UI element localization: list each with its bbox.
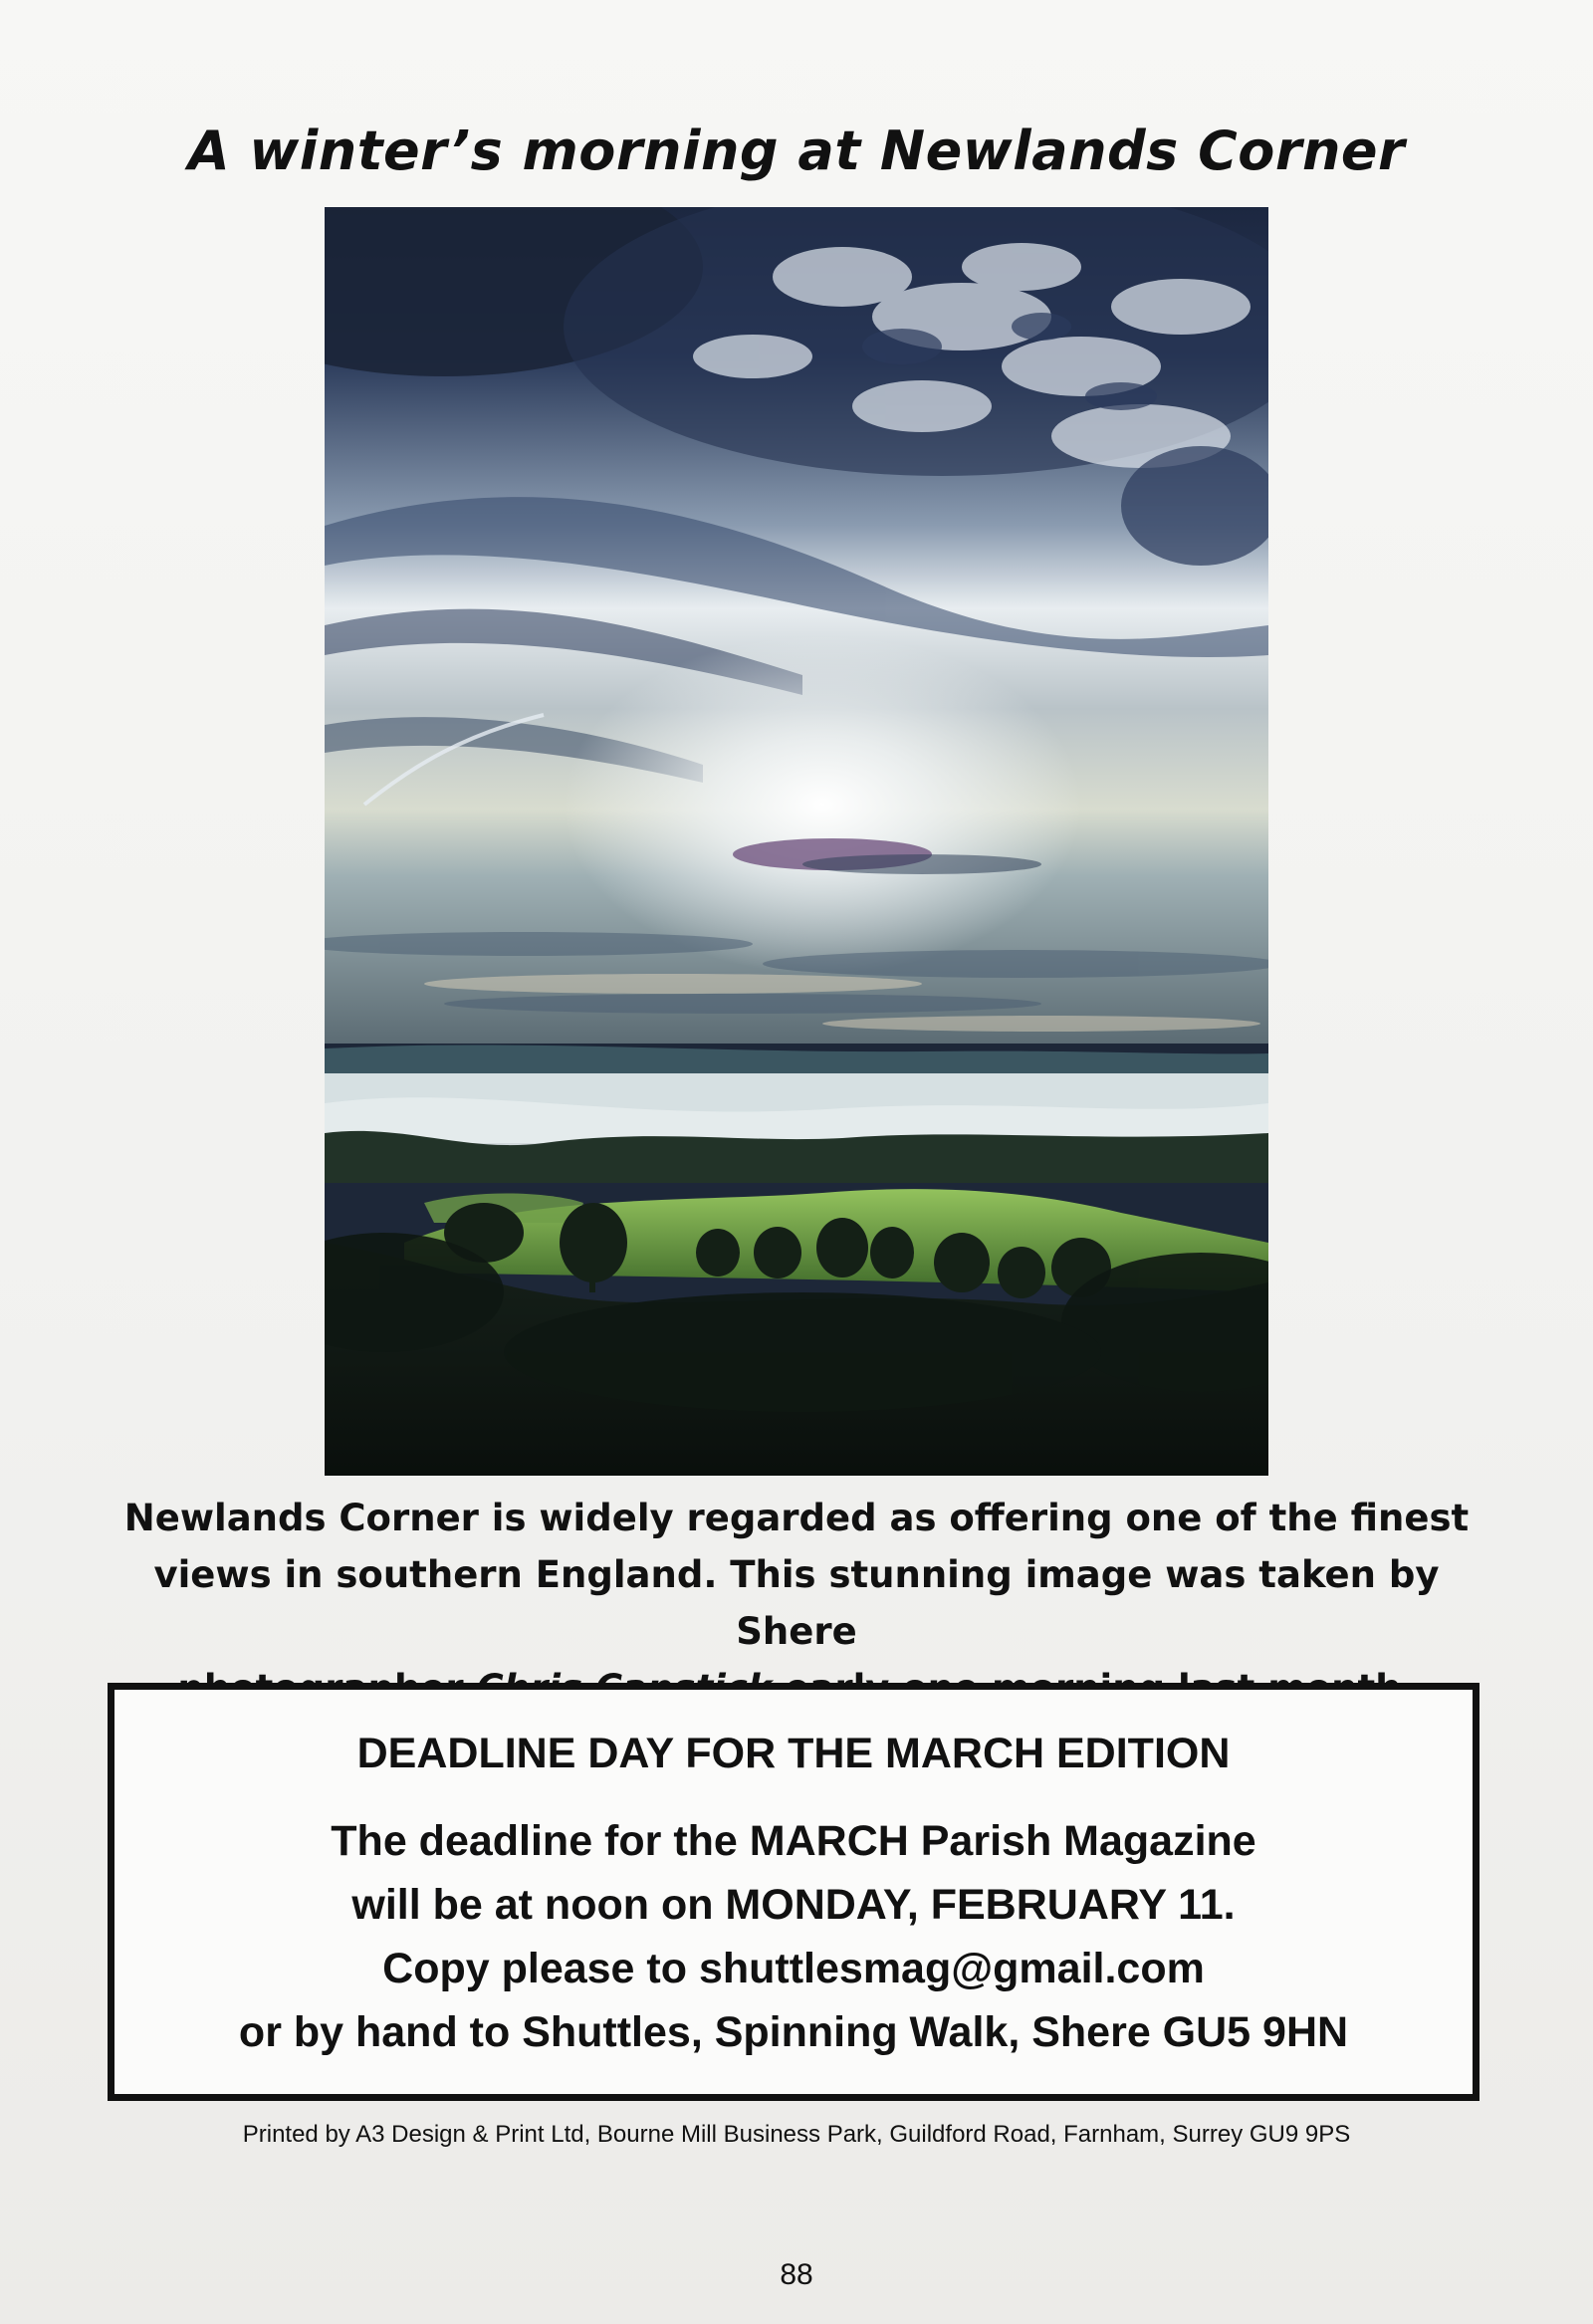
printer-credit: Printed by A3 Design & Print Ltd, Bourne Mill Business Park, Guildford Road, Farnham, Surrey GU9 9PS bbox=[242, 2121, 1351, 2148]
page-title: A winter’s morning at Newlands Corner bbox=[187, 119, 1406, 182]
caption-line: Newlands Corner is widely regarded as offering one of the finest bbox=[123, 1497, 1470, 1539]
page-number: 88 bbox=[780, 2258, 813, 2291]
deadline-line: or by hand to Shuttles, Spinning Walk, Shere GU5 9HN bbox=[238, 2008, 1349, 2056]
deadline-heading: DEADLINE DAY FOR THE MARCH EDITION bbox=[356, 1730, 1231, 1777]
deadline-line: The deadline for the MARCH Parish Magazine bbox=[331, 1817, 1256, 1865]
deadline-details bbox=[114, 1809, 1473, 2064]
landscape-photo bbox=[325, 207, 1268, 1476]
deadline-notice-box bbox=[108, 1683, 1479, 2101]
deadline-line: will be at noon on MONDAY, FEBRUARY 11. bbox=[351, 1881, 1236, 1929]
deadline-line: Copy please to shuttlesmag@gmail.com bbox=[382, 1945, 1205, 1992]
caption-line: views in southern England. This stunning image was taken by Shere bbox=[153, 1553, 1440, 1653]
